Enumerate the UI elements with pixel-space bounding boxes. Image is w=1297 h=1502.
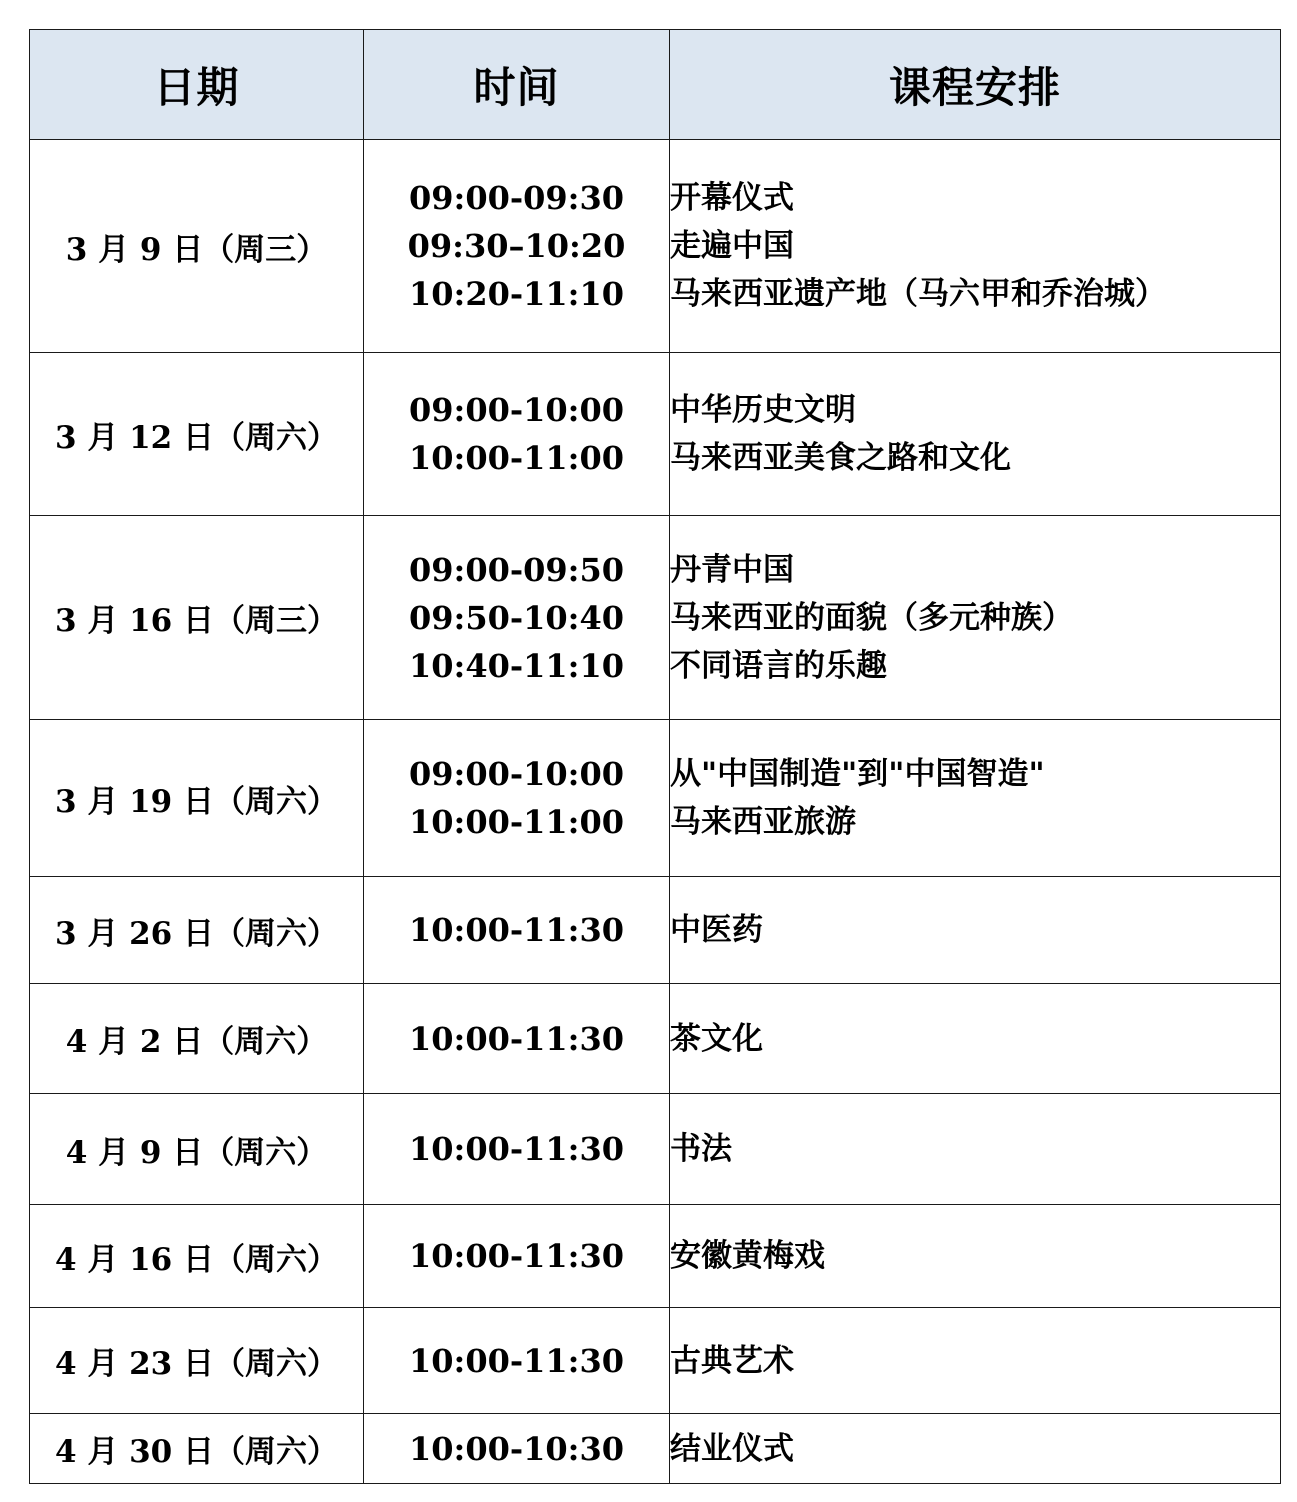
table-row [30, 353, 1281, 516]
course-item: 马来西亚的面貌（多元种族） [670, 599, 1073, 636]
table-row [30, 720, 1281, 877]
time-slot: 10:00-11:00 [408, 803, 625, 841]
header-time: 时间 [364, 30, 670, 140]
time-cell [364, 1414, 670, 1484]
course-item: 书法 [670, 1131, 732, 1167]
date-cell: 4 月 23 日（周六） [30, 1308, 364, 1414]
date-cell: 3 月 16 日（周三） [30, 516, 364, 720]
course-cell [670, 720, 1281, 877]
course-cell [670, 1094, 1281, 1205]
course-cell [670, 516, 1281, 720]
time-slot: 09:50-10:40 [408, 598, 625, 637]
course-cell [670, 1308, 1281, 1414]
time-slot: 09:00-10:00 [408, 755, 625, 793]
time-slot: 10:00-11:30 [408, 1237, 625, 1275]
course-item: 中华历史文明 [670, 392, 856, 428]
time-slot: 10:00-11:30 [408, 1130, 625, 1168]
time-slot: 10:20-11:10 [408, 275, 625, 313]
course-item: 走遍中国 [670, 228, 794, 264]
time-slot: 10:00-11:30 [408, 1341, 625, 1380]
course-item: 茶文化 [670, 1020, 763, 1057]
course-item: 安徽黄梅戏 [670, 1238, 825, 1274]
date-cell: 4 月 16 日（周六） [30, 1205, 364, 1308]
date-cell: 3 月 12 日（周六） [30, 353, 364, 516]
time-cell [364, 353, 670, 516]
course-item: 马来西亚美食之路和文化 [670, 440, 1011, 476]
course-item: 古典艺术 [670, 1342, 794, 1379]
course-cell [670, 140, 1281, 353]
course-item: 马来西亚遗产地（马六甲和乔治城） [670, 276, 1166, 312]
course-item: 从"中国制造"到"中国智造" [670, 756, 1045, 792]
table-row [30, 1414, 1281, 1484]
course-item: 马来西亚旅游 [670, 804, 856, 840]
course-cell [670, 1205, 1281, 1308]
time-slot: 09:30–10:20 [407, 227, 626, 265]
date-cell: 4 月 2 日（周六） [30, 984, 364, 1094]
time-slot: 09:00-09:50 [408, 550, 625, 589]
date-cell: 4 月 30 日（周六） [30, 1414, 364, 1484]
time-cell [364, 1308, 670, 1414]
time-slot: 09:00-09:30 [408, 179, 625, 217]
time-slot: 10:00-11:30 [408, 911, 625, 949]
time-slot: 10:00-10:30 [408, 1429, 625, 1468]
course-item: 不同语言的乐趣 [670, 647, 887, 684]
date-cell: 3 月 26 日（周六） [30, 877, 364, 984]
date-cell: 4 月 9 日（周六） [30, 1094, 364, 1205]
header-date: 日期 [30, 30, 364, 140]
table-row [30, 1205, 1281, 1308]
table-header [30, 30, 1281, 140]
course-cell [670, 984, 1281, 1094]
table-row [30, 1308, 1281, 1414]
header-course: 课程安排 [670, 30, 1281, 140]
course-cell [670, 1414, 1281, 1484]
time-slot: 09:00-10:00 [408, 391, 625, 429]
course-schedule-table [29, 29, 1281, 1484]
course-item: 丹青中国 [670, 551, 794, 588]
course-item: 开幕仪式 [670, 180, 794, 216]
time-slot: 10:00-11:00 [408, 439, 625, 477]
time-cell [364, 516, 670, 720]
time-cell [364, 1094, 670, 1205]
time-cell [364, 877, 670, 984]
time-slot: 10:40-11:10 [408, 646, 625, 685]
time-slot: 10:00-11:30 [408, 1019, 625, 1058]
course-item: 结业仪式 [670, 1430, 794, 1467]
table-row [30, 877, 1281, 984]
header-row [30, 30, 1281, 140]
course-cell [670, 877, 1281, 984]
date-cell: 3 月 9 日（周三） [30, 140, 364, 353]
time-cell [364, 984, 670, 1094]
time-cell [364, 1205, 670, 1308]
course-cell [670, 353, 1281, 516]
table-row [30, 516, 1281, 720]
table-row [30, 1094, 1281, 1205]
table-row [30, 984, 1281, 1094]
table-body [30, 140, 1281, 1484]
time-cell [364, 140, 670, 353]
date-cell: 3 月 19 日（周六） [30, 720, 364, 877]
course-item: 中医药 [670, 912, 763, 948]
time-cell [364, 720, 670, 877]
table-row [30, 140, 1281, 353]
